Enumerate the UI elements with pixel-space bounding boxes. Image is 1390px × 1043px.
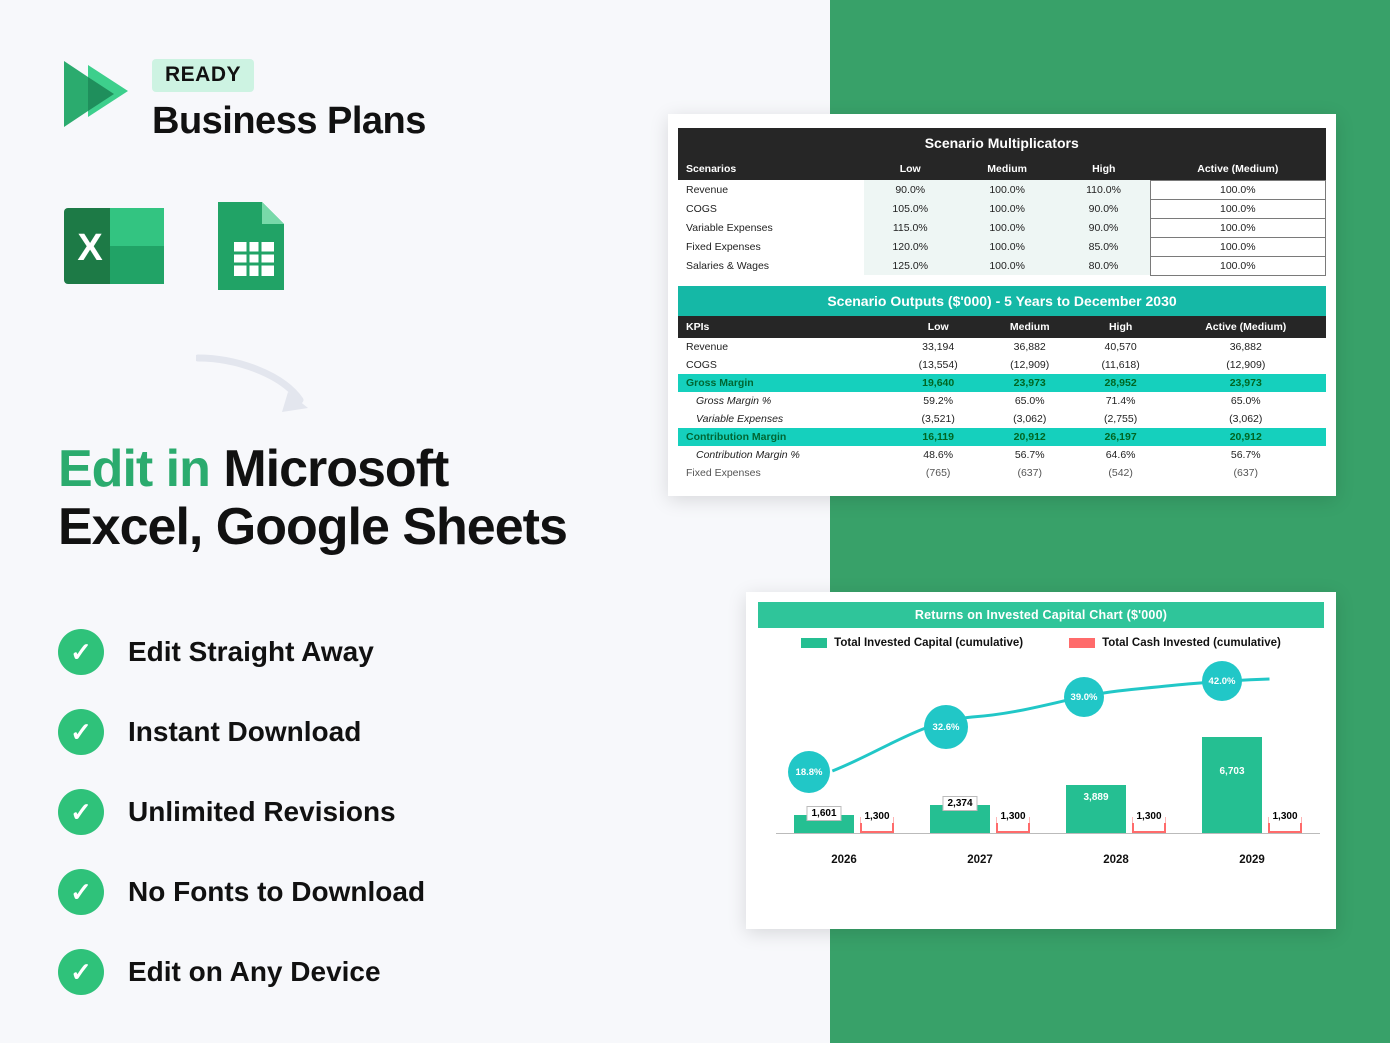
roic-chart-card <box>746 592 1336 929</box>
cell-low: 115.0% <box>864 218 957 237</box>
data-bubble-2029: 42.0% <box>1202 661 1242 701</box>
table-row <box>678 180 1326 199</box>
table-header-row <box>678 158 1326 180</box>
column-header: Active (Medium) <box>1150 158 1325 180</box>
cell-low: 48.6% <box>923 448 954 461</box>
legend-label: Total Invested Capital (cumulative) <box>834 637 1024 649</box>
cell-medium: 100.0% <box>957 218 1058 237</box>
column-header: Active (Medium) <box>1166 316 1326 338</box>
cell-active: 56.7% <box>1230 448 1261 461</box>
table-row <box>678 338 1326 356</box>
cell-medium: 100.0% <box>957 180 1058 199</box>
cell-high: 26,197 <box>1076 428 1166 446</box>
cell-low: 105.0% <box>864 199 957 218</box>
data-bubble-2028: 39.0% <box>1064 677 1104 717</box>
cell-low: 90.0% <box>864 180 957 199</box>
headline-line2: Excel, Google Sheets <box>58 498 567 557</box>
list-item <box>58 612 425 692</box>
brand-header <box>58 55 658 143</box>
chart-legend <box>758 637 1324 649</box>
play-triangle-icon <box>58 55 136 133</box>
row-label: Variable Expenses <box>696 412 784 425</box>
cell-low: 16,119 <box>893 428 984 446</box>
data-bubble-2026: 18.8% <box>788 751 830 793</box>
bar-invested-capital-2029 <box>1202 737 1262 833</box>
cell-high: 40,570 <box>1104 340 1137 353</box>
cell-active: (3,062) <box>1229 412 1263 425</box>
chart-x-axis <box>776 833 1320 834</box>
microsoft-excel-icon <box>58 190 170 302</box>
list-item <box>58 692 425 772</box>
legend-item <box>801 637 1023 649</box>
column-header: High <box>1057 158 1150 180</box>
cell-medium: 65.0% <box>1014 394 1045 407</box>
feature-label: Edit Straight Away <box>128 636 374 667</box>
bar-value-label: 1,300 <box>860 810 893 823</box>
feature-list <box>58 612 425 1012</box>
row-label: Fixed Expenses <box>686 466 761 479</box>
cell-low: 59.2% <box>923 394 954 407</box>
x-tick-label: 2029 <box>1239 854 1265 866</box>
cell-low: (3,521) <box>921 412 955 425</box>
check-circle-icon: ✓ <box>58 869 104 915</box>
cell-high: 64.6% <box>1105 448 1136 461</box>
scenario-spreadsheet-card <box>668 114 1336 496</box>
bar-value-label: 6,703 <box>1219 766 1245 777</box>
cell-high: 110.0% <box>1057 180 1150 199</box>
google-sheets-icon <box>192 190 304 302</box>
ready-badge: READY <box>152 59 254 92</box>
check-circle-icon: ✓ <box>58 629 104 675</box>
cell-medium: 20,912 <box>984 428 1076 446</box>
table-row <box>678 199 1326 218</box>
table-title: Scenario Multiplicators <box>678 128 1326 158</box>
bar-invested-capital-2027 <box>930 798 990 833</box>
cell-high: (542) <box>1108 466 1133 479</box>
legend-item <box>1069 637 1281 649</box>
cell-high: 90.0% <box>1057 218 1150 237</box>
row-label: Contribution Margin <box>678 428 893 446</box>
feature-label: No Fonts to Download <box>128 876 426 907</box>
cell-medium: 100.0% <box>957 237 1058 256</box>
legend-label: Total Cash Invested (cumulative) <box>1102 637 1281 649</box>
bar-value-label: 1,601 <box>806 806 841 821</box>
check-circle-icon: ✓ <box>58 789 104 835</box>
table-row <box>678 218 1326 237</box>
bar-cash-invested-2027 <box>996 811 1030 833</box>
table-row <box>678 256 1326 275</box>
cell-high: (2,755) <box>1103 412 1138 425</box>
bar-value-label: 1,300 <box>1268 810 1301 823</box>
column-header: Medium <box>984 316 1076 338</box>
table-row <box>678 410 1326 428</box>
table-header-row <box>678 316 1326 338</box>
row-label: Gross Margin <box>678 374 893 392</box>
bar-group-2028 <box>1048 655 1184 833</box>
bar-value-label: 2,374 <box>942 796 977 811</box>
row-label: Revenue <box>686 340 729 353</box>
table-title: Scenario Outputs ($'000) - 5 Years to December 2030 <box>678 286 1326 316</box>
table-row <box>678 446 1326 464</box>
cell-high: (11,618) <box>1101 358 1140 371</box>
row-label: Variable Expenses <box>686 221 773 234</box>
app-icons <box>58 190 304 302</box>
bar-value-label: 1,300 <box>1132 810 1165 823</box>
feature-label: Unlimited Revisions <box>128 796 396 827</box>
bar-value-label: 3,889 <box>1083 792 1109 803</box>
cell-high: 85.0% <box>1057 237 1150 256</box>
column-header: KPIs <box>678 316 893 338</box>
cell-active: 20,912 <box>1166 428 1326 446</box>
legend-swatch-invested-capital <box>801 638 827 648</box>
cell-active[interactable]: 100.0% <box>1150 256 1325 275</box>
list-item <box>58 852 425 932</box>
bar-invested-capital-2026 <box>794 808 854 833</box>
cell-low: 120.0% <box>864 237 957 256</box>
cell-low: 125.0% <box>864 256 957 275</box>
feature-label: Instant Download <box>128 716 362 747</box>
row-label: Contribution Margin % <box>696 448 800 461</box>
data-bubble-2027: 32.6% <box>924 705 968 749</box>
column-header: Low <box>864 158 957 180</box>
cell-active: 36,882 <box>1229 340 1262 353</box>
cell-medium: (12,909) <box>1010 358 1050 371</box>
check-circle-icon: ✓ <box>58 709 104 755</box>
x-tick-label: 2027 <box>967 854 993 866</box>
bar-value-label: 1,300 <box>996 810 1029 823</box>
chart-title: Returns on Invested Capital Chart ($'000) <box>758 602 1324 628</box>
bar-cash-invested-2029 <box>1268 811 1302 833</box>
cell-medium: 23,973 <box>984 374 1076 392</box>
row-label: Revenue <box>686 183 729 196</box>
scenario-outputs-table <box>678 286 1326 482</box>
table-row <box>678 374 1326 392</box>
x-tick-label: 2028 <box>1103 854 1129 866</box>
table-row <box>678 464 1326 482</box>
cell-active[interactable]: 100.0% <box>1150 199 1325 218</box>
row-label: COGS <box>686 202 717 215</box>
table-title-row <box>678 286 1326 316</box>
cell-low: 33,194 <box>922 340 955 353</box>
row-label: COGS <box>686 358 717 371</box>
page-title <box>58 440 758 556</box>
check-circle-icon: ✓ <box>58 949 104 995</box>
cell-high: 28,952 <box>1076 374 1166 392</box>
cell-medium: (3,062) <box>1013 412 1047 425</box>
cell-medium: (637) <box>1017 466 1042 479</box>
cell-active: (637) <box>1233 466 1259 479</box>
svg-text:X: X <box>77 227 103 269</box>
cell-medium: 56.7% <box>1014 448 1045 461</box>
cell-low: (765) <box>925 466 951 479</box>
cell-active[interactable]: 100.0% <box>1150 180 1325 199</box>
chart-bars <box>776 655 1320 833</box>
cell-low: 19,640 <box>893 374 984 392</box>
chart-plot-area <box>758 655 1324 870</box>
row-label: Fixed Expenses <box>686 240 761 253</box>
headline-rest: Microsoft <box>209 440 449 498</box>
cell-high: 90.0% <box>1057 199 1150 218</box>
list-item <box>58 772 425 852</box>
row-label: Gross Margin % <box>696 394 772 407</box>
cell-active[interactable]: 100.0% <box>1150 218 1325 237</box>
x-tick-label: 2026 <box>831 854 857 866</box>
legend-swatch-cash-invested <box>1069 638 1095 648</box>
curved-arrow-icon <box>196 352 326 427</box>
table-title-row <box>678 128 1326 158</box>
cell-active: (12,909) <box>1226 358 1266 371</box>
table-row <box>678 428 1326 446</box>
headline-accent: Edit in <box>58 440 210 498</box>
table-row <box>678 237 1326 256</box>
bar-cash-invested-2026 <box>860 811 894 833</box>
column-header: Low <box>893 316 984 338</box>
bar-group-2027 <box>912 655 1048 833</box>
column-header: Scenarios <box>678 158 864 180</box>
row-label: Salaries & Wages <box>686 259 770 272</box>
cell-medium: 100.0% <box>957 199 1058 218</box>
cell-high: 80.0% <box>1057 256 1150 275</box>
chart-x-labels <box>776 854 1320 866</box>
brand-title: Business Plans <box>152 100 426 142</box>
bar-cash-invested-2028 <box>1132 811 1166 833</box>
cell-active: 23,973 <box>1166 374 1326 392</box>
cell-active[interactable]: 100.0% <box>1150 237 1325 256</box>
table-row <box>678 392 1326 410</box>
table-row <box>678 356 1326 374</box>
bar-group-2026 <box>776 655 912 833</box>
cell-medium: 100.0% <box>957 256 1058 275</box>
feature-label: Edit on Any Device <box>128 956 381 987</box>
cell-high: 71.4% <box>1105 394 1136 407</box>
cell-active: 65.0% <box>1230 394 1261 407</box>
list-item <box>58 932 425 1012</box>
bar-group-2029 <box>1184 655 1320 833</box>
column-header: Medium <box>957 158 1058 180</box>
column-header: High <box>1076 316 1166 338</box>
cell-low: (13,554) <box>918 358 958 371</box>
bar-invested-capital-2028 <box>1066 785 1126 833</box>
cell-medium: 36,882 <box>1013 340 1046 353</box>
scenario-multiplicators-table <box>678 128 1326 276</box>
